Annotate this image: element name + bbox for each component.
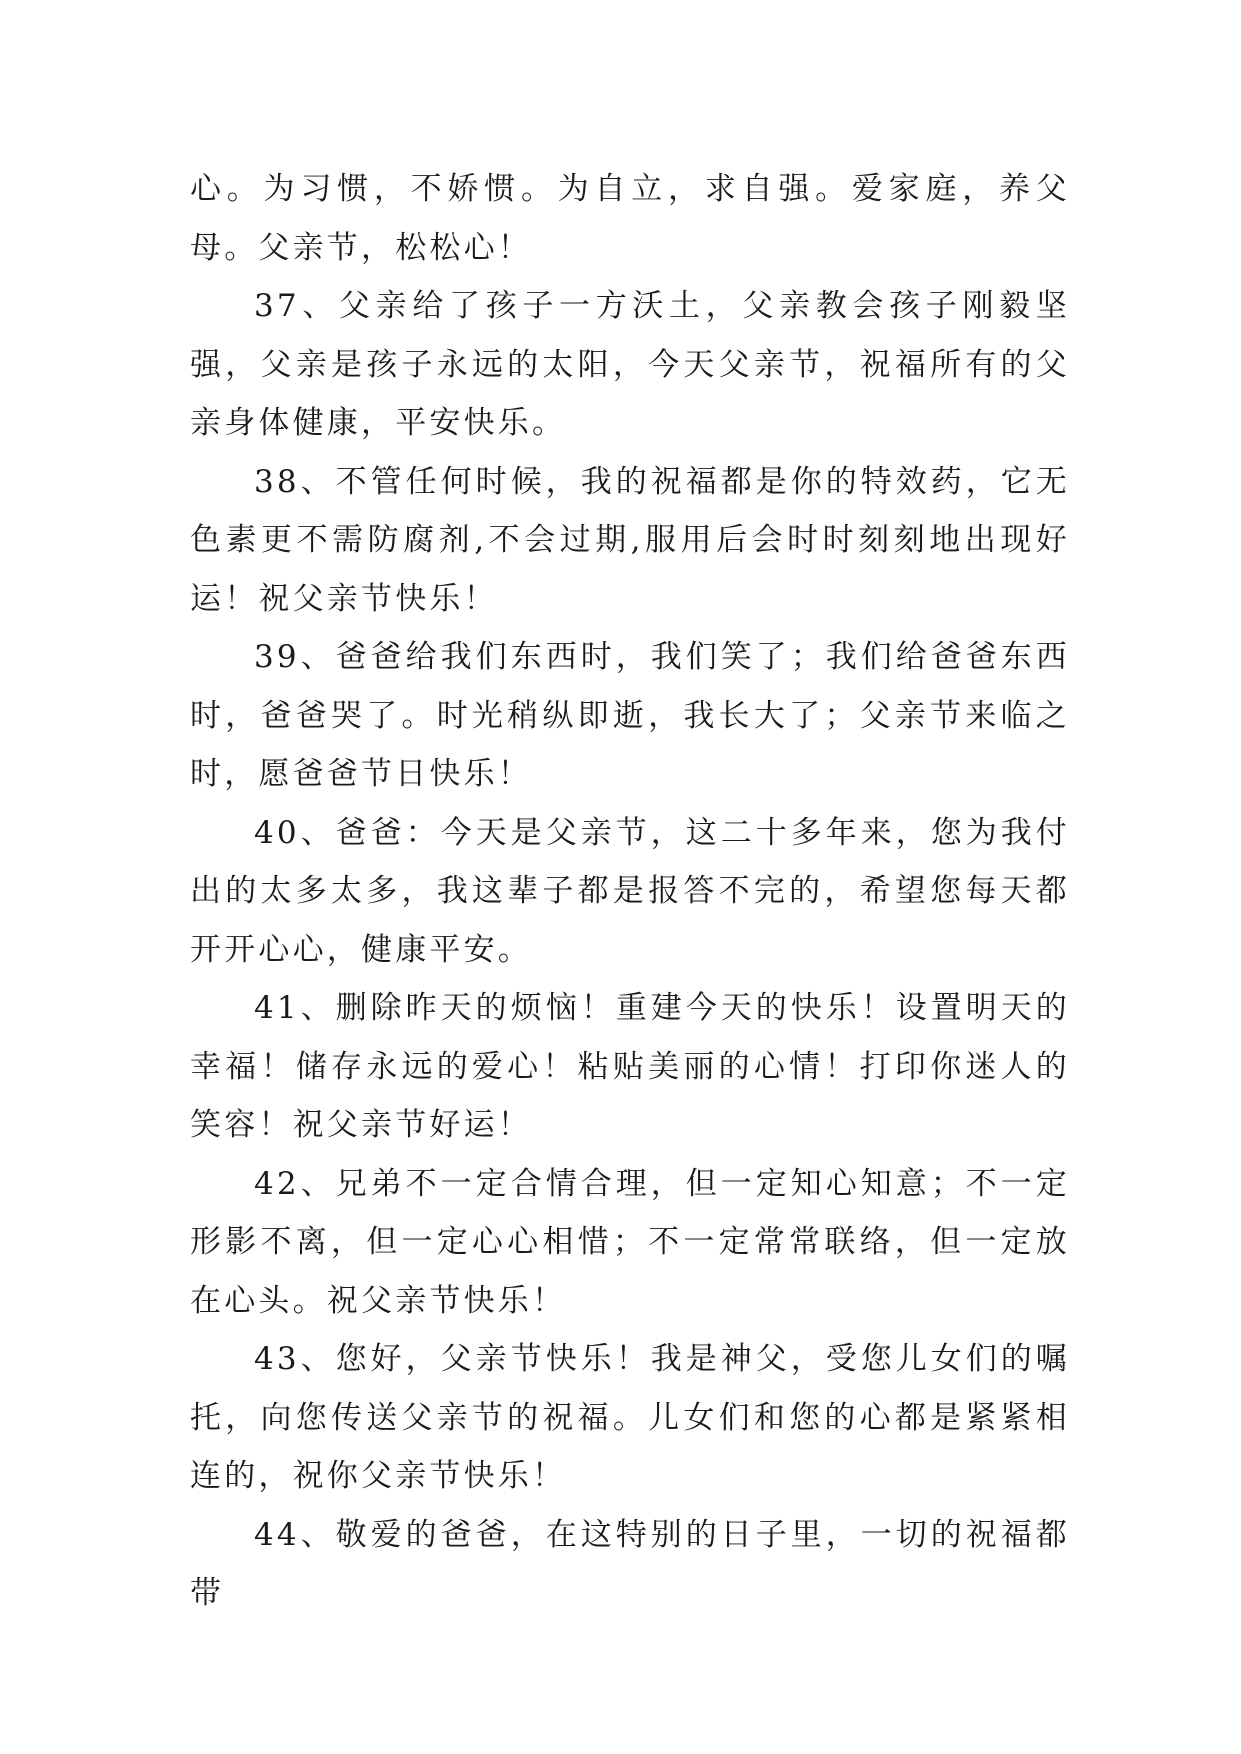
paragraph-43: 43、您好，父亲节快乐！我是神父，受您儿女们的嘱托，向您传送父亲节的祝福。儿女们和您的心都是紧紧相连的，祝你父亲节快乐！ [190, 1341, 1070, 1494]
paragraph-continuation: 心。为习惯，不娇惯。为自立，求自强。爱家庭，养父母。父亲节，松松心！ [190, 171, 1070, 266]
paragraph-41: 41、删除昨天的烦恼！重建今天的快乐！设置明天的幸福！储存永远的爱心！粘贴美丽的心情！打印你迷人的笑容！祝父亲节好运！ [190, 990, 1070, 1143]
paragraph-40: 40、爸爸：今天是父亲节，这二十多年来，您为我付出的太多太多，我这辈子都是报答不完的，希望您每天都开开心心，健康平安。 [190, 814, 1070, 968]
paragraph-37: 37、父亲给了孩子一方沃土，父亲教会孩子刚毅坚强，父亲是孩子永远的太阳，今天父亲节，祝福所有的父亲身体健康，平安快乐。 [190, 288, 1070, 441]
paragraph-44: 44、敬爱的爸爸，在这特别的日子里，一切的祝福都带 [190, 1516, 1070, 1611]
paragraph-38: 38、不管任何时候，我的祝福都是你的特效药，它无色素更不需防腐剂,不会过期,服用后会时时刻刻地出现好运！祝父亲节快乐！ [190, 463, 1070, 617]
paragraph-39: 39、爸爸给我们东西时，我们笑了；我们给爸爸东西时，爸爸哭了。时光稍纵即逝，我长大了；父亲节来临之时，愿爸爸节日快乐！ [190, 639, 1070, 792]
document-body [190, 160, 1070, 1623]
paragraph-42: 42、兄弟不一定合情合理，但一定知心知意；不一定形影不离，但一定心心相惜；不一定常常联络，但一定放在心头。祝父亲节快乐！ [190, 1165, 1070, 1319]
